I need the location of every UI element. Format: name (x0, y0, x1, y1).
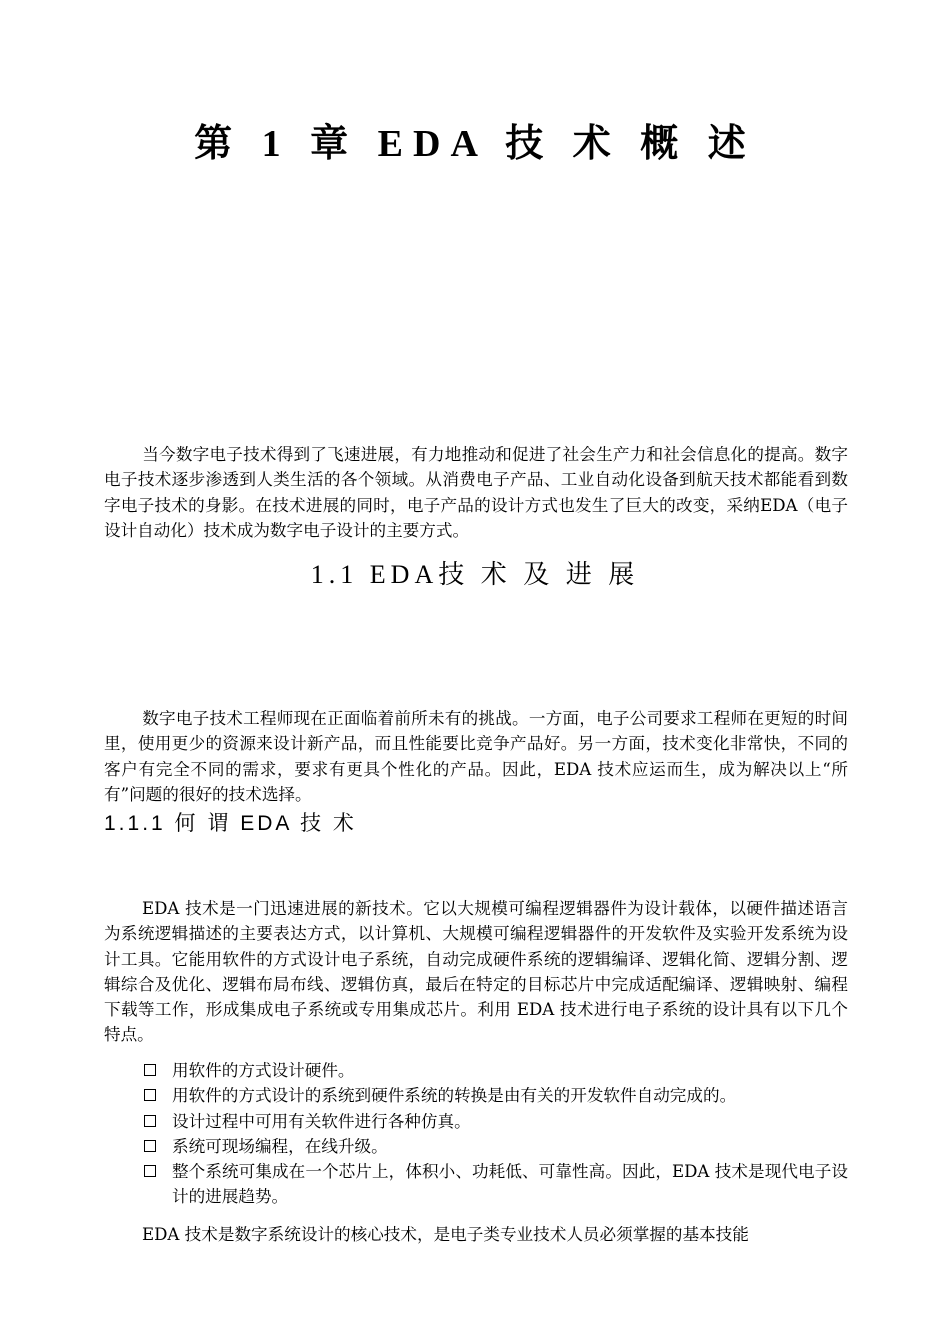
list-item-text: 系统可现场编程，在线升级。 (172, 1136, 388, 1156)
closing-text: EDA 技术是数字系统设计的核心技术，是电子类专业技术人员必须掌握的基本技能 (142, 1225, 749, 1244)
subsection-paragraph-text: EDA 技术是一门迅速进展的新技术。它以大规模可编程逻辑器件为设计载体，以硬件描述语言为系统逻辑描述的主要表达方式，以计算机、大规模可编程逻辑器件的开发软件及实验开发系统为设计工具。它能用软件的方式设计电子系统，自动完成硬件系统的逻辑编译、逻辑化简、逻辑分割、逻辑综合及优化、逻辑布局布线、逻辑仿真，最后在特定的目标芯片中完成适配编译、逻辑映射、编程下载等工作，形成集成电子系统或专用集成芯片。利用 EDA 技术进行电子系统的设计具有以下几个特点。 (104, 899, 848, 1045)
section-paragraph-text: 数字电子技术工程师现在正面临着前所未有的挑战。一方面，电子公司要求工程师在更短的时间里，使用更少的资源来设计新产品，而且性能要比竞争产品好。另一方面，技术变化非常快，不同的客户有完全不同的需求，要求有更具个性化的产品。因此，EDA 技术应运而生，成为解决以上“所有”问题的很好的技术选择。 (104, 709, 848, 804)
list-item (142, 1159, 848, 1210)
checkbox-square-icon (144, 1089, 156, 1101)
section-title: 1.1 EDA技 术 及 进 展 (310, 560, 640, 589)
checkbox-square-icon (144, 1140, 156, 1152)
list-item (142, 1109, 848, 1134)
list-item-text: 设计过程中可用有关软件进行各种仿真。 (172, 1111, 471, 1131)
intro-paragraph (104, 442, 848, 543)
checkbox-square-icon (144, 1064, 156, 1076)
subsection-paragraph (104, 896, 848, 1048)
feature-list (142, 1058, 848, 1210)
list-item-text: 用软件的方式设计硬件。 (172, 1061, 355, 1080)
intro-paragraph-text: 当今数字电子技术得到了飞速进展，有力地推动和促进了社会生产力和社会信息化的提高。数字电子技术逐步渗透到人类生活的各个领域。从消费电子产品、工业自动化设备到航天技术都能看到数字电子技术的身影。在技术进展的同时，电子产品的设计方式也发生了巨大的改变，采纳EDA（电子设计自动化）技术成为数字电子设计的主要方式。 (104, 445, 848, 540)
list-item (142, 1058, 848, 1083)
subsection-title: 1.1.1 何 谓 EDA 技 术 (104, 812, 357, 835)
list-item (142, 1083, 848, 1108)
list-item-text: 整个系统可集成在一个芯片上，体积小、功耗低、可靠性高。因此，EDA 技术是现代电子设计的进展趋势。 (172, 1162, 848, 1207)
section-paragraph (104, 706, 848, 807)
list-item-text: 用软件的方式设计的系统到硬件系统的转换是由有关的开发软件自动完成的。 (172, 1086, 737, 1106)
checkbox-square-icon (144, 1165, 156, 1177)
checkbox-square-icon (144, 1115, 156, 1127)
list-item (142, 1134, 848, 1159)
chapter-title: 第 1 章 EDA 技 术 概 述 (194, 123, 756, 165)
